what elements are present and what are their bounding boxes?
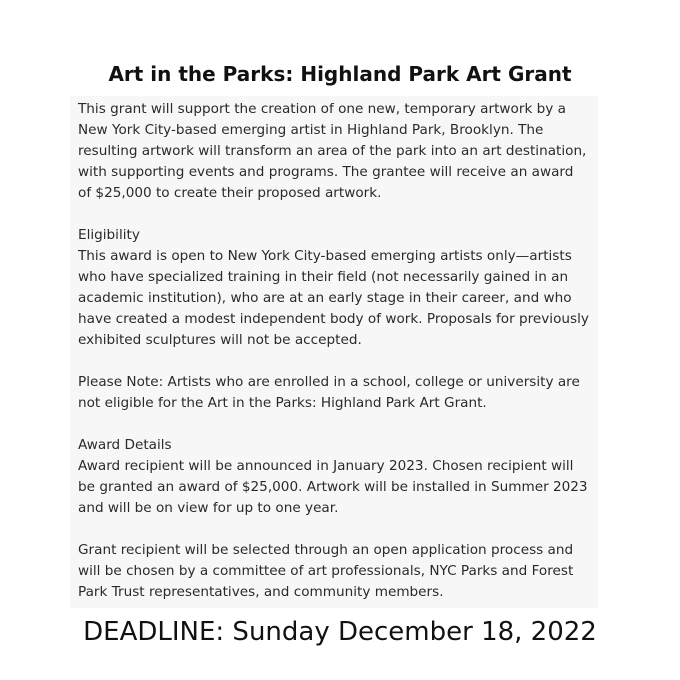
text-line: with supporting events and programs. The grantee will receive an award (78, 164, 574, 180)
deadline-banner: DEADLINE: Sunday December 18, 2022 (83, 617, 597, 647)
intro-paragraph (78, 99, 593, 204)
text-line: resulting artwork will transform an area of the park into an art destination, (78, 143, 587, 159)
text-line: Award recipient will be announced in January 2023. Chosen recipient will (78, 458, 574, 474)
section-heading-award-details: Award Details (78, 437, 172, 453)
selection-paragraph (78, 540, 593, 603)
eligibility-section (78, 225, 593, 351)
text-line: Park Trust representatives, and community members. (78, 584, 444, 600)
paragraph-gap (78, 204, 593, 225)
award-details-section (78, 435, 593, 519)
text-line: New York City-based emerging artist in Highland Park, Brooklyn. The (78, 122, 544, 138)
text-line: who have specialized training in their field (not necessarily gained in an (78, 269, 569, 285)
text-line: of $25,000 to create their proposed artwork. (78, 185, 382, 201)
text-line: will be chosen by a committee of art professionals, NYC Parks and Forest (78, 563, 574, 579)
text-line: be granted an award of $25,000. Artwork will be installed in Summer 2023 (78, 479, 588, 495)
text-line: academic institution), who are at an early stage in their career, and who (78, 290, 572, 306)
paragraph-gap (78, 519, 593, 540)
text-line: exhibited sculptures will not be accepted. (78, 332, 362, 348)
page-title: Art in the Parks: Highland Park Art Grant (108, 62, 572, 86)
text-line: not eligible for the Art in the Parks: Highland Park Art Grant. (78, 395, 487, 411)
text-line: Please Note: Artists who are enrolled in a school, college or university are (78, 374, 580, 390)
paragraph-gap (78, 414, 593, 435)
note-paragraph (78, 372, 593, 414)
text-line: and will be on view for up to one year. (78, 500, 339, 516)
section-heading-eligibility: Eligibility (78, 227, 140, 243)
text-line: have created a modest independent body of work. Proposals for previously (78, 311, 589, 327)
text-line: This grant will support the creation of one new, temporary artwork by a (78, 101, 566, 117)
text-line: Grant recipient will be selected through an open application process and (78, 542, 574, 558)
paragraph-gap (78, 351, 593, 372)
grant-description (78, 99, 593, 603)
text-line: This award is open to New York City-based emerging artists only—artists (78, 248, 572, 264)
